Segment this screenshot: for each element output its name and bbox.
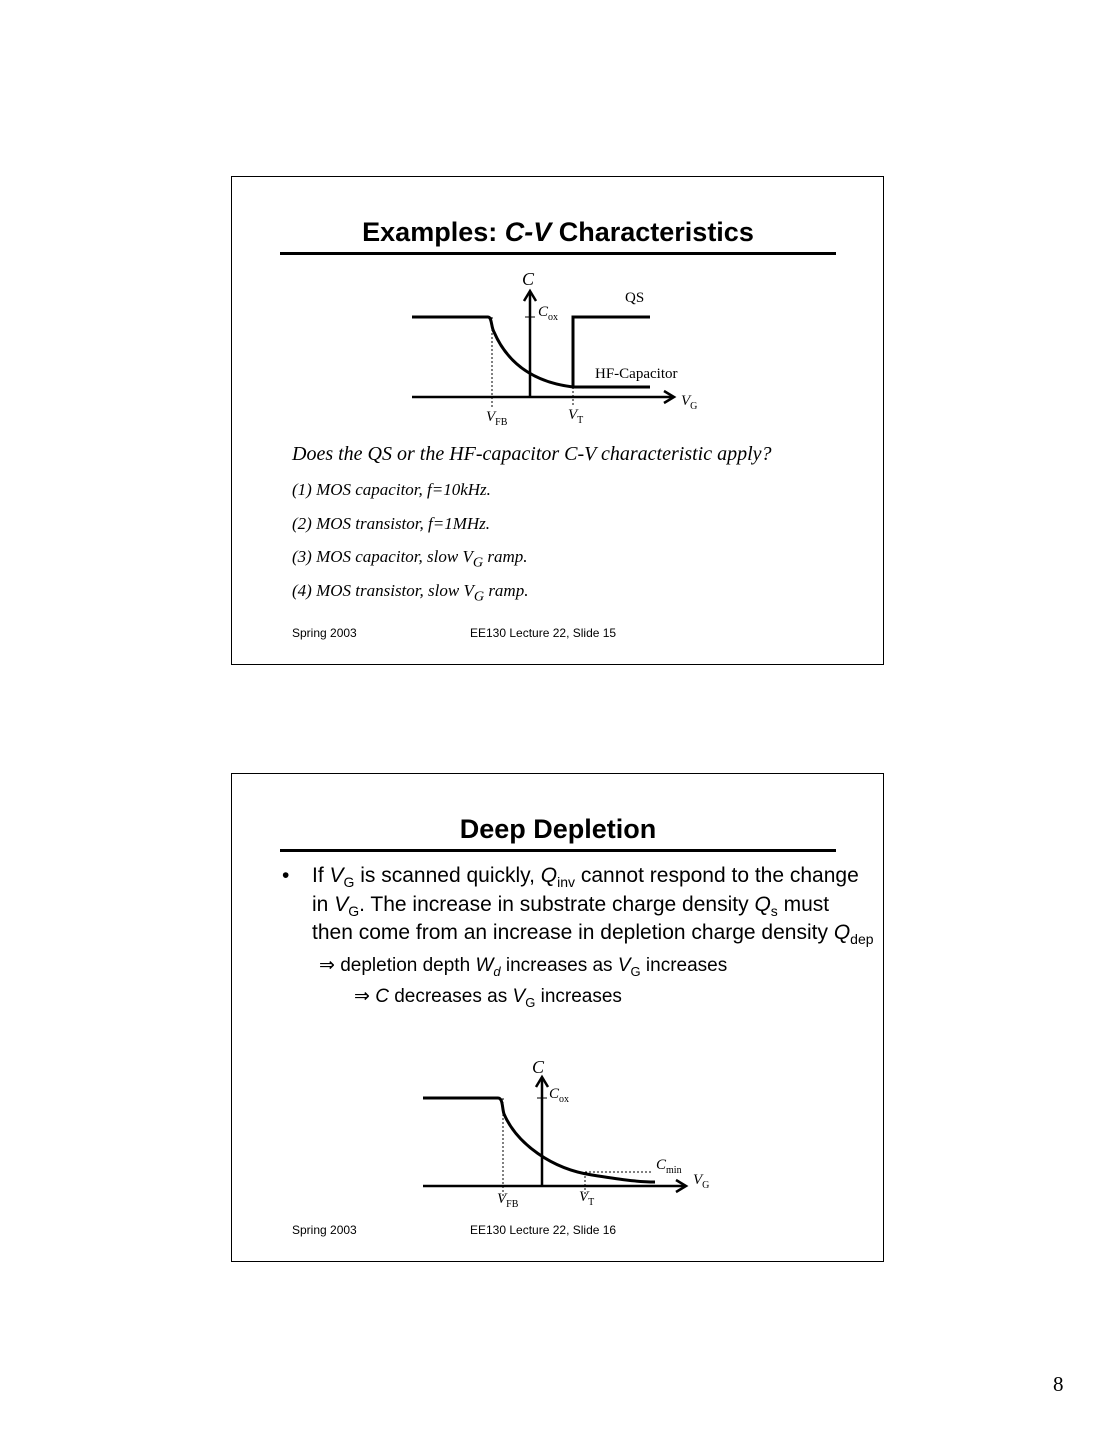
title-text: Examples:	[362, 217, 505, 247]
slide-title: Deep Depletion	[280, 814, 836, 852]
footer-slide-info: EE130 Lecture 22, Slide 15	[470, 626, 617, 640]
title-text: Characteristics	[551, 217, 754, 247]
c-axis-label: C	[522, 269, 535, 289]
page-number: 8	[1053, 1372, 1064, 1396]
qs-label: QS	[625, 290, 645, 306]
c-axis-label: C	[532, 1057, 545, 1077]
bullet-text: If $V_G$ is scanned quickly, $Q_{inv}$ cannot respond to the change in $V_G$. The increase in substrate charge density $Q_s$ must then come from an increase in depletion charge density $Q_{dep}$	[312, 864, 874, 948]
footer-date: Spring 2003	[292, 626, 357, 640]
list-item: (4) MOS transistor, slow $V_G$ ramp.	[292, 581, 529, 605]
footer-slide-info: EE130 Lecture 22, Slide 16	[470, 1223, 617, 1237]
vfb-label: $V_{FB}$	[497, 1191, 519, 1210]
slide-16	[231, 773, 884, 1262]
vfb-label: $V_{FB}$	[486, 409, 508, 428]
vg-label: $V_G$	[693, 1172, 710, 1191]
question-text: Does the QS or the HF-capacitor C-V characteristic apply?	[292, 443, 772, 465]
bullet: •	[282, 864, 290, 887]
sub-point-1: ⇒ depletion depth $W_d$ increases as $V_G$ increases	[319, 954, 728, 979]
footer-date: Spring 2003	[292, 1223, 357, 1237]
cox-label: $C_{ox}$	[549, 1086, 570, 1105]
vt-label: $V_T$	[579, 1189, 595, 1208]
vg-label: $V_G$	[681, 393, 698, 412]
slide-15	[231, 176, 884, 665]
cox-label: $C_{ox}$	[538, 304, 559, 323]
title-italic: C-V	[504, 217, 552, 247]
list-item: (2) MOS transistor, f=1MHz.	[292, 514, 491, 533]
list-item: (3) MOS capacitor, slow $V_G$ ramp.	[292, 547, 528, 571]
list-item: (1) MOS capacitor, f=10kHz.	[292, 480, 491, 499]
deep-depletion-curve	[423, 1098, 655, 1182]
bullet-paragraph	[282, 862, 874, 1010]
sub-point-2: ⇒ C decreases as $V_G$ increases	[354, 985, 622, 1010]
hf-capacitor-label: HF-Capacitor	[595, 366, 678, 382]
cmin-label: $C_{min}$	[656, 1157, 682, 1176]
vt-label: $V_T$	[568, 407, 584, 426]
